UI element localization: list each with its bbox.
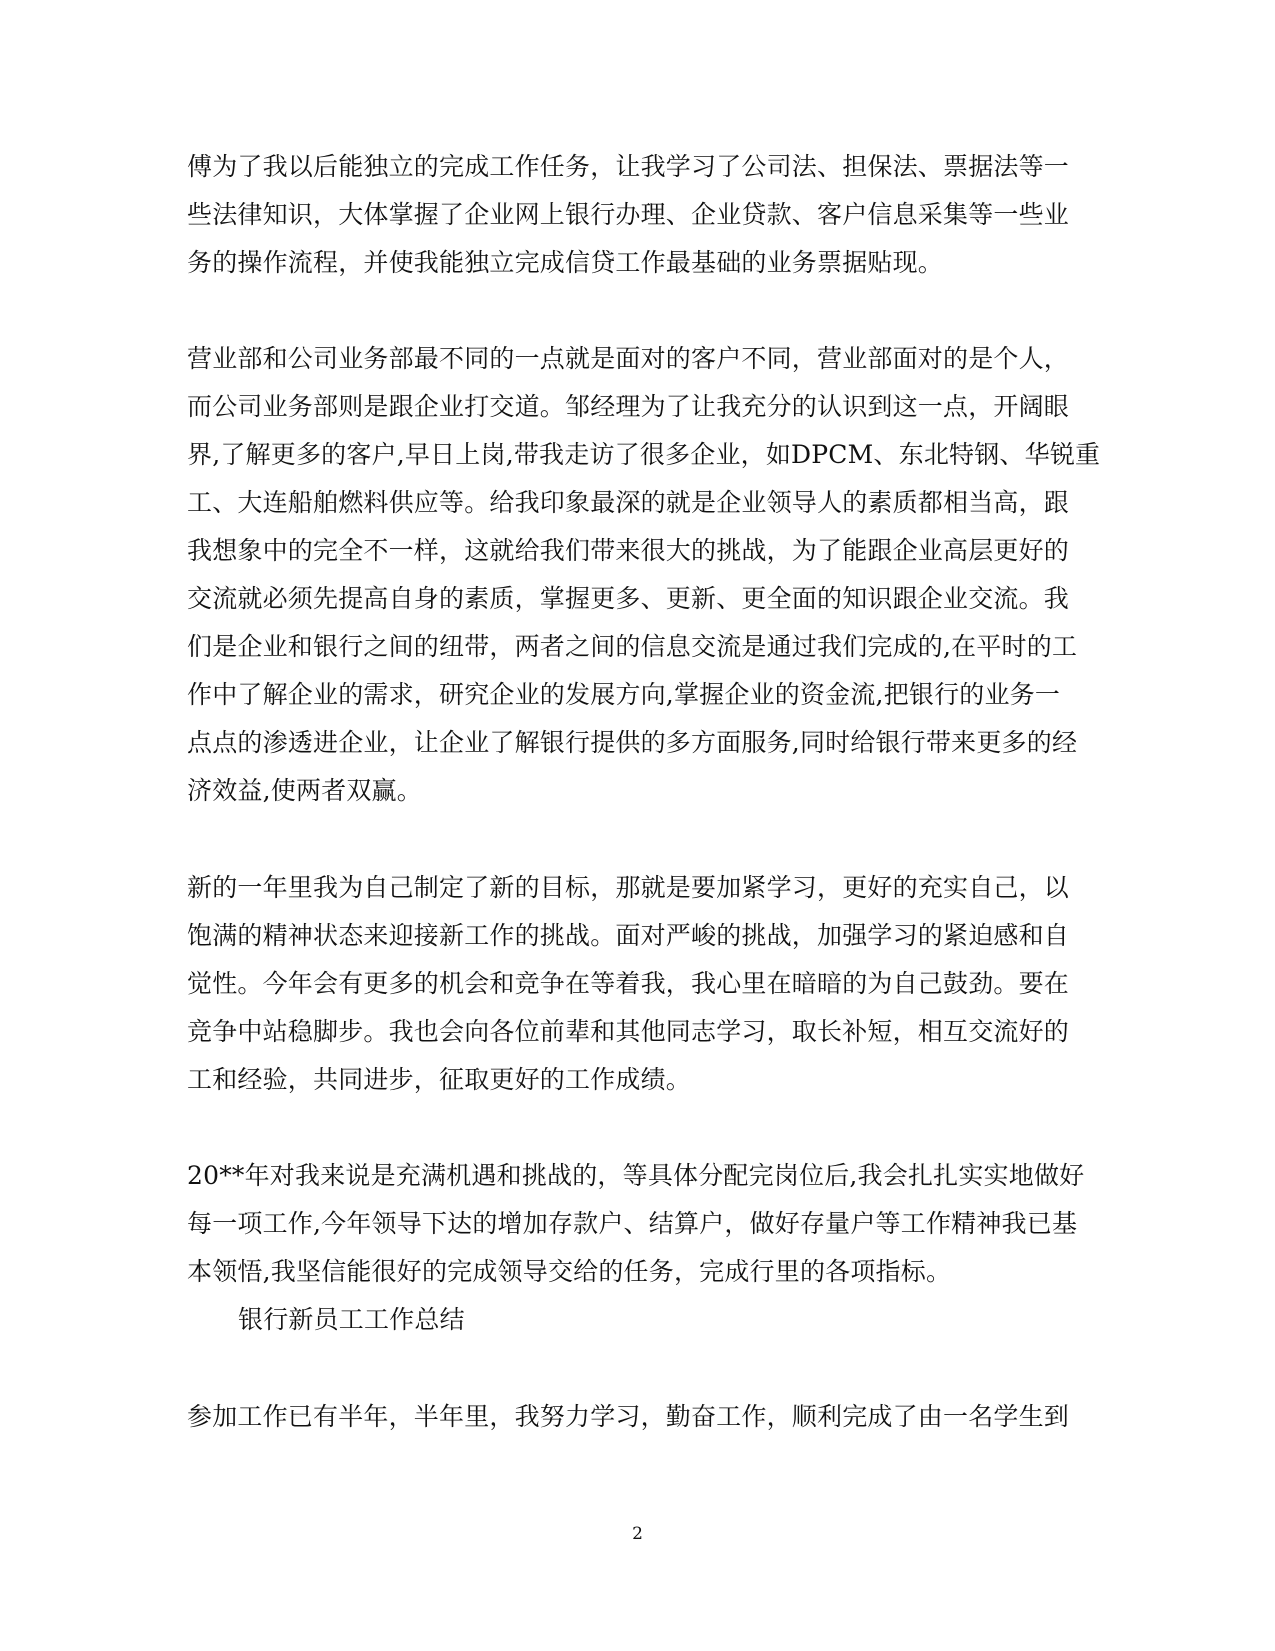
text-line: 饱满的精神状态来迎接新工作的挑战。面对严峻的挑战，加强学习的紧迫感和自: [187, 921, 1070, 950]
text-line: 新的一年里我为自己制定了新的目标，那就是要加紧学习，更好的充实自己，以: [187, 873, 1070, 902]
text-line: 界,了解更多的客户,早日上岗,带我走访了很多企业，如DPCM、东北特钢、华锐重: [187, 440, 1101, 469]
text-line: 工和经验，共同进步，征取更好的工作成绩。: [187, 1065, 692, 1094]
text-line: 营业部和公司业务部最不同的一点就是面对的客户不同，营业部面对的是个人，: [187, 344, 1070, 373]
text-line: 些法律知识，大体掌握了企业网上银行办理、企业贷款、客户信息采集等一些业: [187, 200, 1070, 229]
text-line: 而公司业务部则是跟企业打交道。邹经理为了让我充分的认识到这一点，开阔眼: [187, 392, 1070, 421]
text-line: 我想象中的完全不一样，这就给我们带来很大的挑战，为了能跟企业高层更好的: [187, 536, 1070, 565]
text-line: 傅为了我以后能独立的完成工作任务，让我学习了公司法、担保法、票据法等一: [187, 152, 1070, 181]
text-line: 们是企业和银行之间的纽带，两者之间的信息交流是通过我们完成的,在平时的工: [187, 632, 1078, 661]
text-line: 济效益,使两者双赢。: [187, 776, 422, 805]
text-line: 竞争中站稳脚步。我也会向各位前辈和其他同志学习，取长补短，相互交流好的: [187, 1017, 1070, 1046]
text-line: 工、大连船舶燃料供应等。给我印象最深的就是企业领导人的素质都相当高，跟: [187, 488, 1070, 517]
text-line: 交流就必须先提高自身的素质，掌握更多、更新、更全面的知识跟企业交流。我: [187, 584, 1070, 613]
text-line: 本领悟,我坚信能很好的完成领导交给的任务，完成行里的各项指标。: [187, 1257, 952, 1286]
text-line: 务的操作流程，并使我能独立完成信贷工作最基础的业务票据贴现。: [187, 248, 944, 277]
text-line: 参加工作已有半年，半年里，我努力学习，勤奋工作，顺利完成了由一名学生到: [187, 1402, 1070, 1431]
section-title: 银行新员工工作总结: [238, 1305, 465, 1334]
text-line: 点点的渗透进企业，让企业了解银行提供的多方面服务,同时给银行带来更多的经: [187, 728, 1078, 757]
text-line: 20**年对我来说是充满机遇和挑战的，等具体分配完岗位后,我会扎扎实实地做好: [187, 1161, 1085, 1190]
text-line: 作中了解企业的需求，研究企业的发展方向,掌握企业的资金流,把银行的业务一: [187, 680, 1061, 709]
text-line: 觉性。今年会有更多的机会和竞争在等着我，我心里在暗暗的为自己鼓劲。要在: [187, 969, 1070, 998]
page-number: 2: [632, 1524, 643, 1544]
text-line: 每一项工作,今年领导下达的增加存款户、结算户，做好存量户等工作精神我已基: [187, 1209, 1078, 1238]
